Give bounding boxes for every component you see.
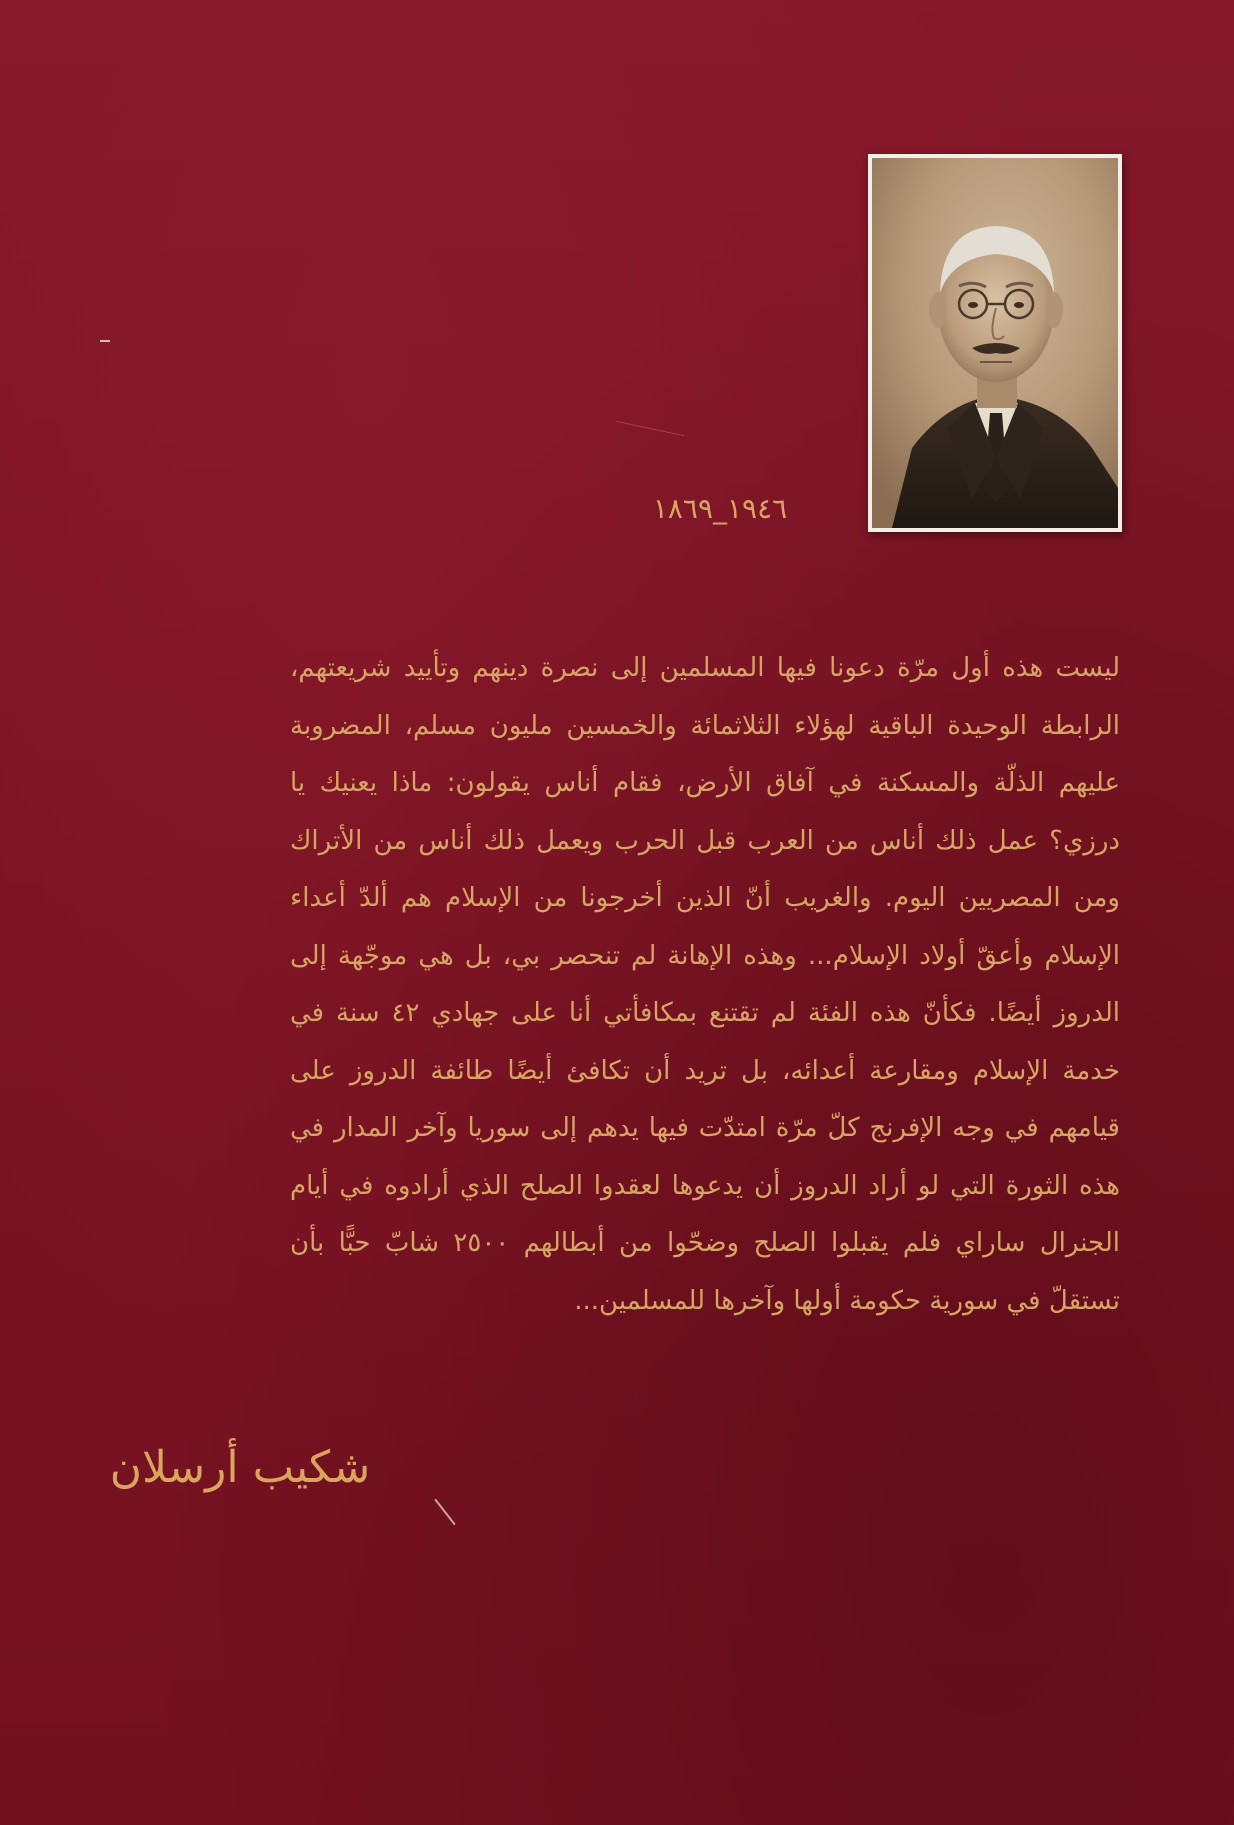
author-signature: شكيب أرسلان bbox=[109, 1442, 371, 1493]
back-cover-quote: ليست هذه أول مرّة دعونا فيها المسلمين إلى نصرة دينهم وتأييد شريعتهم، الرابطة الوحيدة الباقية لهؤلاء الثلاثمائة والخمسين مليون مسلم، المضروبة عليهم الذلّة والمسكنة في آفاق الأرض، فقام أناس يقولون: ماذا يعنيك يا درزي؟ عمل ذلك أناس من العرب قبل الحرب ويعمل ذلك أناس من الأتراك ومن المصريين اليوم. والغريب أنّ الذين أخرجونا من الإسلام هم ألدّ أعداء الإسلام وأعقّ أولاد الإسلام... وهذه الإهانة لم تنحصر بي، بل هي موجّهة إلى الدروز أيضًا. فكأنّ هذه الفئة لم تقتنع بمكافأتي أنا على جهادي ٤٢ سنة في خدمة الإسلام ومقارعة أعدائه، بل تريد أن تكافئ أيضًا طائفة الدروز على قيامهم في وجه الإفرنج كلّ مرّة امتدّت فيها يدهم إلى سوريا وآخر المدار في هذه الثورة التي لو أراد الدروز أن يدعوها لعقدوا الصلح الذي أرادوه في أيام الجنرال ساراي فلم يقبلوا الصلح وضحّوا من أبطالهم ٢٥٠٠ شابّ حبًّا بأن تستقلّ في سورية حكومة أولها وآخرها للمسلمين... bbox=[290, 653, 1120, 1316]
edge-mark bbox=[100, 340, 110, 342]
author-life-years: ١٩٤٦_١٨٦٩ bbox=[652, 492, 788, 525]
scratch-mark bbox=[434, 1499, 455, 1525]
author-photo-frame bbox=[868, 154, 1122, 532]
author-photo bbox=[872, 158, 1118, 528]
scratch-mark bbox=[616, 421, 685, 437]
